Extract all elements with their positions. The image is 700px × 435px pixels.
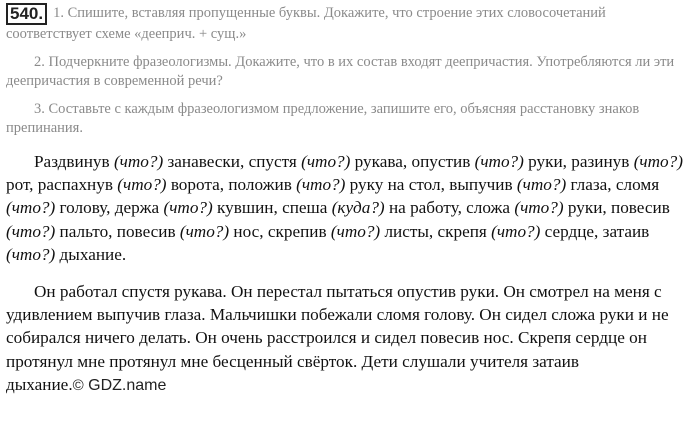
phrase-verb: скрепив [267, 221, 327, 241]
phrase-verb: скрепя [437, 221, 487, 241]
phrase-object: дыхание. [59, 244, 127, 264]
phrase-object: рукава, [354, 152, 408, 171]
answer-sentences-block [6, 280, 690, 397]
watermark [73, 377, 167, 394]
copyright-icon: © [72, 376, 84, 394]
watermark-text: GDZ.name [88, 376, 167, 394]
phrase-object: глаза, [570, 175, 612, 195]
phrase-question: (что?) [296, 175, 346, 195]
phrase-question: (что?) [330, 221, 381, 241]
phrase-object: рот, [6, 175, 34, 195]
task-1 [6, 4, 690, 44]
phrase-question: (что?) [113, 152, 164, 171]
phrase-object: листы, [384, 221, 434, 241]
answer-phrases-paragraph [6, 150, 690, 266]
phrase-verb: выпучив [449, 175, 513, 195]
phrase-verb: держа [114, 198, 160, 218]
phrase-object: кувшин, [217, 198, 278, 218]
phrase-question: (что?) [117, 175, 167, 195]
phrase-question: (что?) [179, 221, 230, 241]
phrase-question: (куда?) [331, 198, 385, 218]
phrase-object: руки, [567, 198, 607, 218]
phrase-verb: спеша [282, 198, 328, 218]
phrase-question: (что?) [514, 198, 564, 218]
phrase-object: занавески, [167, 152, 245, 171]
task-3: 3. Составьте с каждым фразеологизмом предложение, запишите его, объясняя расстановку знаков препинания. [6, 101, 640, 136]
phrase-verb: повесив [116, 221, 176, 241]
task-2: 2. Подчеркните фразеологизмы. Докажите, что в их состав входят деепричастия. Употребляются ли эти деепричастия в современной речи? [6, 54, 675, 89]
phrase-object: ворота, [170, 175, 225, 195]
phrase-verb: положив [228, 175, 292, 195]
phrase-object: руку на стол, [349, 175, 445, 195]
phrase-object: руки, [528, 152, 567, 171]
phrase-question: (что?) [516, 175, 567, 195]
phrase-question: (что?) [6, 221, 56, 241]
phrase-verb: сломя [615, 175, 660, 195]
phrase-verb: спустя [248, 152, 297, 171]
phrase-object: нос, [233, 221, 264, 241]
phrase-object: на работу, [388, 198, 462, 218]
phrase-question: (что?) [6, 244, 56, 264]
phrase-object: голову, [59, 198, 111, 218]
task-1-text: 1. Спишите, вставляя пропущенные буквы. Докажите, что строение этих словосочетаний соответствует схеме «дееприч. + сущ.» [6, 5, 606, 42]
phrase-question: (что?) [491, 221, 541, 241]
phrase-object: пальто, [59, 221, 113, 241]
phrase-question: (что?) [474, 152, 524, 171]
answer-sentences-text: Он работал спустя рукава. Он перестал пытаться опустив руки. Он смотрел на меня с удивлением выпучив глаза. Мальчишки побежали сломя голову. Он сидел сложа руки и не собирался ничего делать. Он очень расстроился и сидел повесив нос. Скрепя сердце он протянул мне протянул мне бесценный свёрток. Дети слушали учителя затаив дыхание. [6, 282, 669, 394]
phrase-verb: Раздвинув [34, 152, 110, 171]
phrase-verb: опустив [411, 152, 471, 171]
phrase-verb: распахнув [37, 175, 113, 195]
phrase-question: (что?) [6, 198, 56, 218]
phrase-object: сердце, [544, 221, 599, 241]
answer-sentences-paragraph [6, 280, 690, 397]
phrase-question: (что?) [301, 152, 351, 171]
phrase-verb: разинув [571, 152, 630, 171]
phrase-verb: затаив [602, 221, 650, 241]
phrase-verb: повесив [611, 198, 670, 218]
phrase-question: (что?) [633, 152, 683, 171]
task-number-badge: 540. [6, 3, 47, 25]
answer-phrases-block [6, 150, 690, 266]
phrase-verb: сложа [466, 198, 511, 218]
phrase-question: (что?) [163, 198, 213, 218]
